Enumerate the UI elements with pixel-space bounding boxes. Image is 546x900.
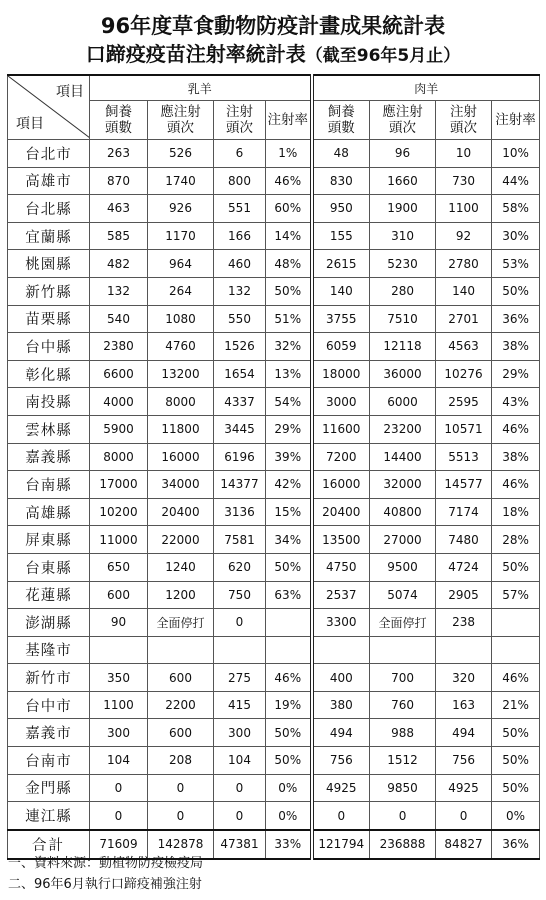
dairy-rate-cell: 34% <box>266 526 312 554</box>
dairy-raised-cell: 4000 <box>90 388 148 416</box>
meat-raised-cell: 121794 <box>312 830 370 859</box>
table-row <box>8 802 540 830</box>
table-row <box>8 526 540 554</box>
dairy-raised-cell: 0 <box>90 774 148 802</box>
region-name: 台北縣 <box>8 195 90 223</box>
col-header-rate: 注射率 <box>266 101 312 140</box>
meat-injected-cell: 320 <box>436 664 492 692</box>
dairy-raised-cell: 11000 <box>90 526 148 554</box>
meat-raised-cell: 11600 <box>312 415 370 443</box>
meat-raised-cell: 7200 <box>312 443 370 471</box>
dairy-injected-cell: 750 <box>214 581 266 609</box>
dairy-injected-cell: 460 <box>214 250 266 278</box>
dairy-should-inject-cell: 20400 <box>148 498 214 526</box>
meat-injected-cell: 494 <box>436 719 492 747</box>
dairy-injected-cell: 0 <box>214 774 266 802</box>
meat-should-inject-cell <box>370 636 436 664</box>
meat-injected-cell <box>436 636 492 664</box>
dairy-raised-cell: 650 <box>90 553 148 581</box>
meat-should-inject-cell: 5230 <box>370 250 436 278</box>
meat-rate-cell: 50% <box>492 774 540 802</box>
region-name: 台東縣 <box>8 553 90 581</box>
dairy-raised-cell: 350 <box>90 664 148 692</box>
meat-rate-cell: 50% <box>492 747 540 775</box>
dairy-rate-cell: 60% <box>266 195 312 223</box>
meat-injected-cell: 163 <box>436 691 492 719</box>
dairy-injected-cell: 104 <box>214 747 266 775</box>
dairy-rate-cell: 13% <box>266 360 312 388</box>
col-header-injected: 注射 頭次 <box>214 101 266 140</box>
table-row <box>8 581 540 609</box>
table-row <box>8 167 540 195</box>
table-row <box>8 305 540 333</box>
meat-rate-cell: 36% <box>492 830 540 859</box>
meat-injected-cell: 14577 <box>436 471 492 499</box>
meat-should-inject-cell: 全面停打 <box>370 609 436 637</box>
table-row <box>8 471 540 499</box>
dairy-rate-cell: 42% <box>266 471 312 499</box>
table-row <box>8 664 540 692</box>
table-row <box>8 140 540 168</box>
group-header-meat-goat: 肉羊 <box>312 75 540 101</box>
meat-should-inject-cell: 23200 <box>370 415 436 443</box>
meat-rate-cell: 28% <box>492 526 540 554</box>
region-name: 合計 <box>8 830 90 859</box>
footnote-source: 一、資料來源：動植物防疫檢疫局 <box>8 856 204 871</box>
dairy-rate-cell: 39% <box>266 443 312 471</box>
dairy-injected-cell: 620 <box>214 553 266 581</box>
table-row <box>8 195 540 223</box>
meat-rate-cell: 50% <box>492 277 540 305</box>
meat-rate-cell: 36% <box>492 305 540 333</box>
dairy-rate-cell: 29% <box>266 415 312 443</box>
dairy-injected-cell: 6 <box>214 140 266 168</box>
dairy-rate-cell: 14% <box>266 222 312 250</box>
region-name: 屏東縣 <box>8 526 90 554</box>
meat-raised-cell: 0 <box>312 802 370 830</box>
meat-injected-cell: 2780 <box>436 250 492 278</box>
meat-raised-cell: 6059 <box>312 333 370 361</box>
meat-injected-cell: 7174 <box>436 498 492 526</box>
meat-rate-cell <box>492 636 540 664</box>
meat-raised-cell: 18000 <box>312 360 370 388</box>
table-row <box>8 222 540 250</box>
region-name: 澎湖縣 <box>8 609 90 637</box>
dairy-injected-cell: 1526 <box>214 333 266 361</box>
meat-injected-cell: 2905 <box>436 581 492 609</box>
table-row <box>8 498 540 526</box>
meat-rate-cell: 53% <box>492 250 540 278</box>
meat-should-inject-cell: 12118 <box>370 333 436 361</box>
dairy-injected-cell: 0 <box>214 609 266 637</box>
region-name: 高雄市 <box>8 167 90 195</box>
meat-injected-cell: 4724 <box>436 553 492 581</box>
meat-injected-cell: 4925 <box>436 774 492 802</box>
dairy-should-inject-cell: 926 <box>148 195 214 223</box>
meat-injected-cell: 10571 <box>436 415 492 443</box>
meat-rate-cell: 29% <box>492 360 540 388</box>
group-header-dairy-goat: 乳羊 <box>90 75 312 101</box>
table-row <box>8 609 540 637</box>
dairy-rate-cell: 15% <box>266 498 312 526</box>
meat-rate-cell: 44% <box>492 167 540 195</box>
meat-should-inject-cell: 40800 <box>370 498 436 526</box>
dairy-raised-cell: 17000 <box>90 471 148 499</box>
dairy-should-inject-cell: 142878 <box>148 830 214 859</box>
subtitle-date-range: （截至96年5月止） <box>305 46 461 66</box>
dairy-raised-cell: 10200 <box>90 498 148 526</box>
meat-raised-cell: 16000 <box>312 471 370 499</box>
dairy-should-inject-cell: 11800 <box>148 415 214 443</box>
corner-header-cell <box>8 75 90 140</box>
vaccination-table <box>7 74 540 860</box>
dairy-should-inject-cell: 0 <box>148 802 214 830</box>
dairy-should-inject-cell: 4760 <box>148 333 214 361</box>
meat-rate-cell: 43% <box>492 388 540 416</box>
table-row <box>8 333 540 361</box>
dairy-should-inject-cell: 16000 <box>148 443 214 471</box>
meat-raised-cell: 4925 <box>312 774 370 802</box>
dairy-injected-cell: 275 <box>214 664 266 692</box>
dairy-rate-cell: 46% <box>266 167 312 195</box>
region-name: 台中市 <box>8 691 90 719</box>
dairy-raised-cell: 482 <box>90 250 148 278</box>
dairy-should-inject-cell: 264 <box>148 277 214 305</box>
meat-injected-cell: 730 <box>436 167 492 195</box>
table-row <box>8 774 540 802</box>
meat-should-inject-cell: 14400 <box>370 443 436 471</box>
meat-rate-cell: 21% <box>492 691 540 719</box>
dairy-injected-cell: 7581 <box>214 526 266 554</box>
meat-raised-cell: 380 <box>312 691 370 719</box>
meat-injected-cell: 756 <box>436 747 492 775</box>
dairy-rate-cell: 54% <box>266 388 312 416</box>
meat-rate-cell: 38% <box>492 443 540 471</box>
table-row <box>8 360 540 388</box>
dairy-injected-cell: 0 <box>214 802 266 830</box>
dairy-raised-cell: 132 <box>90 277 148 305</box>
table-row <box>8 553 540 581</box>
dairy-rate-cell: 46% <box>266 664 312 692</box>
dairy-rate-cell: 1% <box>266 140 312 168</box>
dairy-should-inject-cell: 22000 <box>148 526 214 554</box>
table-row <box>8 719 540 747</box>
meat-raised-cell: 140 <box>312 277 370 305</box>
dairy-should-inject-cell: 2200 <box>148 691 214 719</box>
meat-raised-cell: 20400 <box>312 498 370 526</box>
table-row <box>8 277 540 305</box>
dairy-raised-cell: 90 <box>90 609 148 637</box>
meat-injected-cell: 238 <box>436 609 492 637</box>
dairy-should-inject-cell: 13200 <box>148 360 214 388</box>
meat-injected-cell: 0 <box>436 802 492 830</box>
region-name: 基隆市 <box>8 636 90 664</box>
dairy-raised-cell: 71609 <box>90 830 148 859</box>
header-row-groups <box>8 75 540 101</box>
dairy-should-inject-cell: 8000 <box>148 388 214 416</box>
meat-rate-cell: 10% <box>492 140 540 168</box>
dairy-rate-cell: 0% <box>266 774 312 802</box>
meat-raised-cell: 13500 <box>312 526 370 554</box>
region-name: 嘉義縣 <box>8 443 90 471</box>
dairy-should-inject-cell: 1080 <box>148 305 214 333</box>
dairy-raised-cell: 1100 <box>90 691 148 719</box>
region-name: 新竹縣 <box>8 277 90 305</box>
region-name: 台中縣 <box>8 333 90 361</box>
dairy-rate-cell: 50% <box>266 277 312 305</box>
dairy-should-inject-cell: 34000 <box>148 471 214 499</box>
dairy-rate-cell <box>266 636 312 664</box>
meat-raised-cell: 48 <box>312 140 370 168</box>
meat-injected-cell: 84827 <box>436 830 492 859</box>
dairy-raised-cell: 300 <box>90 719 148 747</box>
meat-injected-cell: 1100 <box>436 195 492 223</box>
region-name: 宜蘭縣 <box>8 222 90 250</box>
meat-should-inject-cell: 32000 <box>370 471 436 499</box>
dairy-raised-cell: 8000 <box>90 443 148 471</box>
meat-should-inject-cell: 9850 <box>370 774 436 802</box>
dairy-injected-cell: 14377 <box>214 471 266 499</box>
dairy-should-inject-cell: 600 <box>148 664 214 692</box>
meat-raised-cell: 155 <box>312 222 370 250</box>
dairy-injected-cell: 3445 <box>214 415 266 443</box>
table-row <box>8 443 540 471</box>
meat-raised-cell: 3755 <box>312 305 370 333</box>
meat-should-inject-cell: 36000 <box>370 360 436 388</box>
meat-should-inject-cell: 1900 <box>370 195 436 223</box>
table-row <box>8 415 540 443</box>
dairy-injected-cell: 4337 <box>214 388 266 416</box>
region-name: 台北市 <box>8 140 90 168</box>
dairy-injected-cell: 166 <box>214 222 266 250</box>
col-header-injected: 注射 頭次 <box>436 101 492 140</box>
meat-raised-cell: 2615 <box>312 250 370 278</box>
meat-should-inject-cell: 988 <box>370 719 436 747</box>
meat-raised-cell <box>312 636 370 664</box>
dairy-rate-cell: 51% <box>266 305 312 333</box>
dairy-injected-cell: 3136 <box>214 498 266 526</box>
region-name: 高雄縣 <box>8 498 90 526</box>
meat-rate-cell: 46% <box>492 471 540 499</box>
col-header-raised: 飼養 頭數 <box>312 101 370 140</box>
meat-raised-cell: 950 <box>312 195 370 223</box>
dairy-rate-cell: 0% <box>266 802 312 830</box>
dairy-raised-cell: 263 <box>90 140 148 168</box>
meat-raised-cell: 3300 <box>312 609 370 637</box>
region-name: 新竹市 <box>8 664 90 692</box>
dairy-rate-cell: 63% <box>266 581 312 609</box>
meat-rate-cell: 18% <box>492 498 540 526</box>
col-header-rate: 注射率 <box>492 101 540 140</box>
meat-should-inject-cell: 6000 <box>370 388 436 416</box>
dairy-injected-cell: 800 <box>214 167 266 195</box>
meat-injected-cell: 2701 <box>436 305 492 333</box>
dairy-rate-cell: 50% <box>266 719 312 747</box>
region-name: 台南縣 <box>8 471 90 499</box>
dairy-rate-cell: 48% <box>266 250 312 278</box>
table-row <box>8 747 540 775</box>
dairy-rate-cell: 32% <box>266 333 312 361</box>
meat-raised-cell: 494 <box>312 719 370 747</box>
dairy-injected-cell: 1654 <box>214 360 266 388</box>
col-header-raised: 飼養 頭數 <box>90 101 148 140</box>
dairy-raised-cell: 463 <box>90 195 148 223</box>
dairy-rate-cell: 19% <box>266 691 312 719</box>
meat-raised-cell: 3000 <box>312 388 370 416</box>
meat-should-inject-cell: 5074 <box>370 581 436 609</box>
dairy-should-inject-cell <box>148 636 214 664</box>
meat-raised-cell: 400 <box>312 664 370 692</box>
region-name: 雲林縣 <box>8 415 90 443</box>
meat-should-inject-cell: 310 <box>370 222 436 250</box>
meat-should-inject-cell: 27000 <box>370 526 436 554</box>
dairy-raised-cell: 2380 <box>90 333 148 361</box>
meat-injected-cell: 10276 <box>436 360 492 388</box>
dairy-injected-cell: 415 <box>214 691 266 719</box>
col-header-should-inject: 應注射 頭次 <box>148 101 214 140</box>
report-subtitle <box>0 38 546 67</box>
meat-should-inject-cell: 7510 <box>370 305 436 333</box>
corner-label-bottom: 項目 <box>16 116 44 132</box>
meat-should-inject-cell: 1660 <box>370 167 436 195</box>
corner-label-top: 項目 <box>56 84 84 100</box>
dairy-raised-cell: 104 <box>90 747 148 775</box>
meat-should-inject-cell: 760 <box>370 691 436 719</box>
dairy-rate-cell: 33% <box>266 830 312 859</box>
dairy-should-inject-cell: 全面停打 <box>148 609 214 637</box>
dairy-should-inject-cell: 1200 <box>148 581 214 609</box>
meat-should-inject-cell: 280 <box>370 277 436 305</box>
meat-rate-cell: 0% <box>492 802 540 830</box>
meat-injected-cell: 92 <box>436 222 492 250</box>
meat-should-inject-cell: 1512 <box>370 747 436 775</box>
meat-raised-cell: 4750 <box>312 553 370 581</box>
dairy-raised-cell: 600 <box>90 581 148 609</box>
table-row <box>8 250 540 278</box>
subtitle-main: 口蹄疫疫苗注射率統計表 <box>85 42 306 66</box>
region-name: 嘉義市 <box>8 719 90 747</box>
dairy-should-inject-cell: 600 <box>148 719 214 747</box>
meat-rate-cell: 46% <box>492 415 540 443</box>
dairy-should-inject-cell: 526 <box>148 140 214 168</box>
dairy-raised-cell: 870 <box>90 167 148 195</box>
meat-injected-cell: 4563 <box>436 333 492 361</box>
dairy-should-inject-cell: 1240 <box>148 553 214 581</box>
region-name: 苗栗縣 <box>8 305 90 333</box>
region-name: 花蓮縣 <box>8 581 90 609</box>
footnote-booster: 二、96年6月執行口蹄疫補強注射 <box>8 877 202 892</box>
table-row <box>8 636 540 664</box>
dairy-should-inject-cell: 1740 <box>148 167 214 195</box>
dairy-should-inject-cell: 0 <box>148 774 214 802</box>
meat-rate-cell: 50% <box>492 553 540 581</box>
dairy-injected-cell: 47381 <box>214 830 266 859</box>
meat-raised-cell: 830 <box>312 167 370 195</box>
meat-rate-cell: 46% <box>492 664 540 692</box>
region-name: 南投縣 <box>8 388 90 416</box>
region-name: 桃園縣 <box>8 250 90 278</box>
meat-rate-cell: 30% <box>492 222 540 250</box>
dairy-raised-cell: 6600 <box>90 360 148 388</box>
dairy-injected-cell: 132 <box>214 277 266 305</box>
dairy-should-inject-cell: 1170 <box>148 222 214 250</box>
meat-should-inject-cell: 0 <box>370 802 436 830</box>
dairy-injected-cell <box>214 636 266 664</box>
meat-rate-cell: 58% <box>492 195 540 223</box>
dairy-injected-cell: 551 <box>214 195 266 223</box>
dairy-raised-cell: 585 <box>90 222 148 250</box>
meat-injected-cell: 10 <box>436 140 492 168</box>
meat-injected-cell: 140 <box>436 277 492 305</box>
dairy-raised-cell <box>90 636 148 664</box>
dairy-should-inject-cell: 964 <box>148 250 214 278</box>
dairy-injected-cell: 300 <box>214 719 266 747</box>
meat-rate-cell: 38% <box>492 333 540 361</box>
dairy-rate-cell: 50% <box>266 747 312 775</box>
meat-injected-cell: 2595 <box>436 388 492 416</box>
meat-raised-cell: 756 <box>312 747 370 775</box>
table-row <box>8 691 540 719</box>
meat-rate-cell <box>492 609 540 637</box>
meat-should-inject-cell: 9500 <box>370 553 436 581</box>
dairy-raised-cell: 5900 <box>90 415 148 443</box>
region-name: 台南市 <box>8 747 90 775</box>
dairy-should-inject-cell: 208 <box>148 747 214 775</box>
meat-should-inject-cell: 236888 <box>370 830 436 859</box>
region-name: 連江縣 <box>8 802 90 830</box>
meat-should-inject-cell: 700 <box>370 664 436 692</box>
dairy-injected-cell: 550 <box>214 305 266 333</box>
region-name: 金門縣 <box>8 774 90 802</box>
dairy-rate-cell: 50% <box>266 553 312 581</box>
dairy-injected-cell: 6196 <box>214 443 266 471</box>
dairy-raised-cell: 0 <box>90 802 148 830</box>
meat-should-inject-cell: 96 <box>370 140 436 168</box>
report-title: 96年度草食動物防疫計畫成果統計表 <box>100 14 446 38</box>
dairy-raised-cell: 540 <box>90 305 148 333</box>
region-name: 彰化縣 <box>8 360 90 388</box>
meat-injected-cell: 7480 <box>436 526 492 554</box>
meat-injected-cell: 5513 <box>436 443 492 471</box>
table-row <box>8 388 540 416</box>
meat-rate-cell: 50% <box>492 719 540 747</box>
col-header-should-inject: 應注射 頭次 <box>370 101 436 140</box>
meat-raised-cell: 2537 <box>312 581 370 609</box>
meat-rate-cell: 57% <box>492 581 540 609</box>
dairy-rate-cell <box>266 609 312 637</box>
